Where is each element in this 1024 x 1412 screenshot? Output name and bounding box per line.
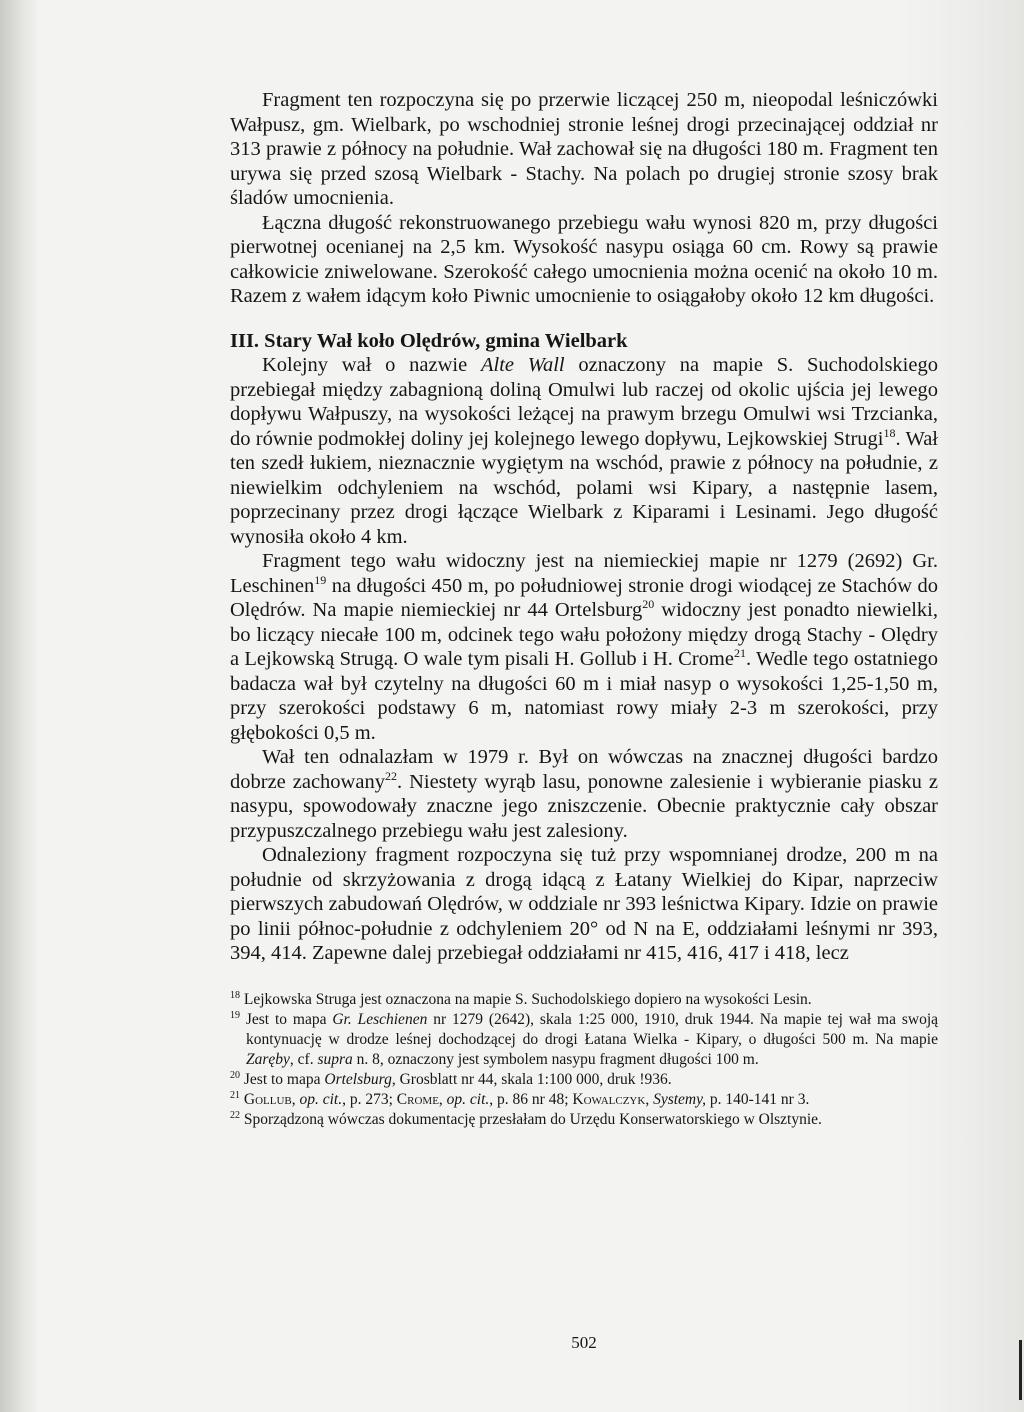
footnote-20: $^{20}$ Jest to mapa Ortelsburg, Grosblatt nr 44, skala 1:100 000, druk !936. (230, 1069, 672, 1088)
paragraph-6: Odnaleziony fragment rozpoczyna się tuż przy wspomnianej drodze, 200 m na południe od skrzyżowania z drogą idącą z Łatany Wielkiej do Kipar, naprzeciw pierwszych zabudowań Olędrów, w oddziale nr 393 leśnictwa Kipary. Idzie on prawie po linii północ-południe z odchyleniem 20° od N na E, oddziałami leśnymi nr 393, 394, 414. Zapewne dalej przebiegał oddziałami nr 415, 416, 417 i 418, lecz (230, 844, 938, 964)
paragraph-3: Kolejny wał o nazwie Alte Wall oznaczony na mapie S. Suchodolskiego przebiegał między zabagnioną doliną Omulwi lub raczej od okolic ujścia jej lewego dopływu Wałpuszy, na wysokości leżącej na prawym brzegu Omulwi wsi Trzcianka, do równie podmokłej doliny jej kolejnego lewego dopływu, Lejkowskiej Strugi$^{18}$. Wał ten szedł łukiem, nieznacznie wygiętym na wschód, prawie z północy na południe, z niewielkim odchyleniem na wschód, polami wsi Kipary, a następnie lasem, poprzecinany przez drogi łączące Wielbark z Kiparami i Lesinami. Jego długość wynosiła około 4 km. (230, 354, 938, 548)
footnote-21: $^{21}$ Gollub, op. cit., p. 273; Crome, op. cit., p. 86 nr 48; Kowalczyk, Systemy, p. 140-141 nr 3. (230, 1089, 810, 1108)
paragraph-1: Fragment ten rozpoczyna się po przerwie liczącej 250 m, nieopodal leśniczówki Wałpusz, gm. Wielbark, po wschodniej stronie leśnej drogi przecinającej oddział nr 313 prawie z północy na południe. Wał zachował się na długości 180 m. Fragment ten urywa się przed szosą Wielbark - Stachy. Na polach po drugiej stronie szosy brak śladów umocnienia. (230, 89, 938, 209)
section-heading: III. Stary Wał koło Olędrów, gmina Wielbark (230, 329, 628, 352)
footnotes (230, 990, 938, 1130)
footnote-18: $^{18}$ Lejkowska Struga jest oznaczona na mapie S. Suchodolskiego dopiero na wysokości Lesin. (230, 989, 812, 1008)
paragraph-4: Fragment tego wału widoczny jest na niemieckiej mapie nr 1279 (2692) Gr. Leschinen$^{19}$ na długości 450 m, po południowej stronie drogi wiodącej ze Stachów do Olędrów. Na mapie niemieckiej nr 44 Ortelsburg$^{20}$ widoczny jest ponadto niewielki, bo liczący niecałe 100 m, odcinek tego wału położony między drogą Stachy - Olędry a Lejkowską Strugą. O wale tym pisali H. Gollub i H. Crome$^{21}$. Wedle tego ostatniego badacza wał był czytelny na długości 60 m i miał nasyp o wysokości 1,25-1,50 m, przy szerokości podstawy 6 m, natomiast rowy miały 2-3 m szerokości, przy głębokości 0,5 m. (230, 550, 938, 744)
footnote-19: $^{19}$ Jest to mapa Gr. Leschienen nr 1279 (2642), skala 1:25 000, 1910, druk 1944. Na mapie tej wał ma swoją kontynuację w drodze leśnej dochodzącej do drogi Łatana Wielka - Kipary, o długości 500 m. Na mapie Zaręby, cf. supra n. 8, oznaczony jest symbolem nasypu fragment długości 100 m. (230, 1009, 939, 1068)
paragraph-5: Wał ten odnalazłam w 1979 r. Był on wówczas na znacznej długości bardzo dobrze zachowany$^{22}$. Niestety wyrąb lasu, ponowne zalesienie i wybieranie piasku z nasypu, spowodowały znaczne jego zniszczenie. Obecnie praktycznie cały obszar przypuszczalnego przebiegu wału jest zalesiony. (230, 746, 938, 842)
page-number: 502 (571, 1333, 597, 1352)
scan-edge-mark (1019, 1340, 1022, 1400)
book-page (230, 88, 939, 1352)
footnote-ref-20: 20 (642, 597, 655, 612)
scan-shadow-left (0, 0, 40, 1412)
paragraph-2: Łączna długość rekonstruowanego przebiegu wału wynosi 820 m, przy długości pierwotnej ocenianej na 2,5 km. Wysokość nasypu osiąga 60 cm. Rowy są prawie całkowicie zniwelowane. Szerokość całego umocnienia można ocenić na około 10 m. Razem z wałem idącym koło Piwnic umocnienie to osiągałoby około 12 km długości. (230, 211, 938, 307)
footnote-ref-19: 19 (314, 572, 327, 587)
footnote-22: $^{22}$ Sporządzoną wówczas dokumentację przesłałam do Urzędu Konserwatorskiego w Olsztynie. (230, 1109, 822, 1128)
footnote-ref-22: 22 (384, 768, 397, 783)
footnote-ref-21: 21 (733, 646, 746, 661)
footnote-ref-18: 18 (883, 425, 896, 440)
